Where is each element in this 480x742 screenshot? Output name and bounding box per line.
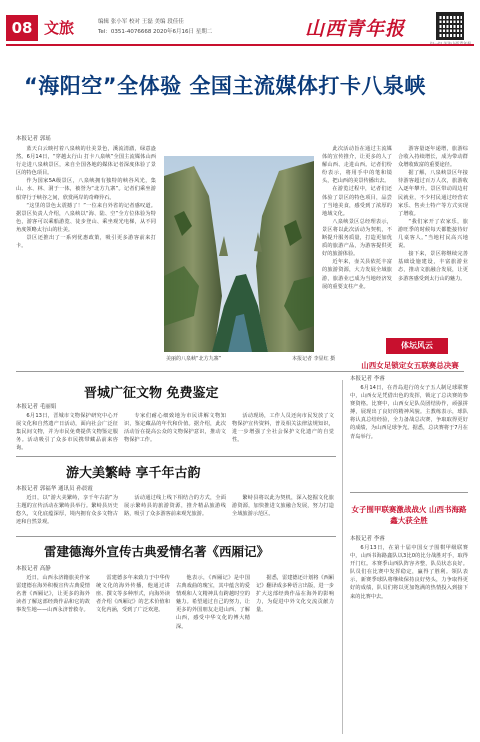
article-paragraph: 专家们耐心细致地为市民讲解文物知识，鉴定藏品的年代和价值。据介绍，此次活动旨在提高公众的文物保护意识，推动文物保护工作。 xyxy=(124,413,226,444)
article-column xyxy=(124,494,226,534)
edition-info: 编辑 张小军 校对 王磊 美编 段佳佳 xyxy=(98,19,184,25)
sidebar-article-soccer xyxy=(350,384,468,488)
section-title: 文旅 xyxy=(44,19,75,37)
article-paragraph: 繁峙县将以此为契机，深入挖掘文化旅游资源，加快推进文旅融合发展，努力打造全域旅游示范区。 xyxy=(232,495,334,518)
article-title-jincheng: 晋城广征文物 免费鉴定 xyxy=(84,386,219,401)
lead-photo xyxy=(164,156,314,352)
lead-paragraph: 近年来，壶关县依托丰富的旅游资源，大力发展全域旅游，旅游业已成为当地经济发展的重要支柱产业。 xyxy=(322,259,392,290)
sidebar-byline-go: 本报记者 李睿 xyxy=(350,536,385,542)
sidebar-paragraph: 6月14日，在青岛进行的女子五人制足球联赛中，山西女足凭借出色的发挥，锁定了总决赛的参赛资格。比赛中，山西女足队员团结协作，顽强拼搏，展现出了良好的精神风貌。主教练表示，球队将认真总结经验，全力备战总决赛，争取取得更好的成绩，为山西足球争光。据悉，总决赛将于7月在青岛举行。 xyxy=(350,385,468,440)
section-divider xyxy=(16,536,336,537)
sidebar-title-go: 女子围甲联赛激战战火 山西书海路鑫大获全胜 xyxy=(351,505,467,525)
lead-column-1 xyxy=(16,145,156,353)
canyon-photo-illustration xyxy=(164,156,314,352)
article-column xyxy=(16,574,90,734)
lead-paragraph: 八泉峡景区总经理表示，景区将以此次活动为契机，不断提升服务质量，打造更加优质的旅游产品，为游客提供更好的旅游体验。 xyxy=(322,218,392,258)
lead-headline: “海阳空”全体验 全国主流媒体打卡八泉峡 xyxy=(24,74,426,98)
lead-paragraph: 在游览过程中，记者们还体验了景区的特色项目，品尝了当地美食，感受到了浓厚的地域文化。 xyxy=(322,186,392,217)
lead-paragraph: 接下来，景区将继续完善基础设施建设，丰富旅游业态，推动文旅融合发展，让更多游客感受到太行山的魅力。 xyxy=(398,251,468,282)
article-paragraph: 6月13日，晋城市文物保护研究中心开展文化和自然遗产日活动，面向社会广泛征集民间文物，并为市民免费提供文物鉴定服务。活动吸引了众多市民携带藏品前来咨询。 xyxy=(16,413,118,452)
masthead xyxy=(0,0,480,44)
lead-paragraph: 作为国家5A级景区，八泉峡拥有独特的峡谷风光，集山、水、林、洞于一体，被誉为“北方九寨”。记者们乘坐游船穿行于峡谷之间，欣赏两岸的奇峰异石。 xyxy=(16,178,156,201)
sidebar-article-go xyxy=(350,544,468,734)
lead-paragraph: “我们家开了农家乐，旅游旺季的时候每天都能接待好几桌客人。”当地村民高兴地说。 xyxy=(398,218,468,250)
newspaper-logo: 山西青年报 xyxy=(305,18,406,40)
article-column xyxy=(124,412,226,454)
article-paragraph: 据悉，雷建德还计划将《西厢记》翻译成多种语言出版，进一步扩大这部经典作品在海外的影响力，为促进中外文化交流贡献力量。 xyxy=(256,575,334,614)
article-title-xixiangji: 雷建德海外宣传古典爱情名著《西厢记》 xyxy=(44,544,270,559)
article-paragraph: 活动现场，工作人员还向市民发放了文物保护宣传资料，普及相关法律法规知识，进一步增强了全社会保护文化遗产的自觉性。 xyxy=(232,413,334,444)
article-paragraph: 雷建德多年来致力于中华传统文化的海外传播，他通过讲座、撰文等多种形式，向海外读者介绍《西厢记》的艺术价值和文化内涵，受到了广泛欢迎。 xyxy=(96,575,170,614)
article-byline-jincheng: 本报记者 毛丽娟 xyxy=(16,404,57,410)
contact-info: Tel：0351-4076668 2020年6月16日 星期二 xyxy=(98,29,213,35)
article-paragraph: 活动通过线上线下相结合的方式，全面展示繁峙县的旅游资源，推介精品旅游线路，吸引了众多游客前来观光旅游。 xyxy=(124,495,226,518)
article-title-fanshi: 游大美繁峙 享千年古韵 xyxy=(66,466,201,481)
article-column xyxy=(256,574,334,734)
page-number: 08 xyxy=(6,15,38,41)
sidebar-divider-h xyxy=(350,492,468,493)
article-paragraph: 近日，以“游大美繁峙，享千年古韵”为主题的宣传活动在繁峙县举行。繁峙县历史悠久，文化底蕴深厚，境内拥有众多文物古迹和自然景观。 xyxy=(16,495,118,526)
article-byline-xixiangji: 本报记者 高静 xyxy=(16,566,51,572)
lead-column-3 xyxy=(322,145,392,340)
lead-column-4 xyxy=(398,145,468,340)
sidebar-byline-soccer: 本报记者 李睿 xyxy=(350,376,385,382)
lead-paragraph: 据了解，八泉峡景区年接待游客超过百万人次，旅游收入逐年攀升。景区带动周边村民就业，不少村民通过经营农家乐、售卖土特产等方式实现了增收。 xyxy=(398,170,468,217)
sidebar-section-tag: 体坛风云 xyxy=(386,338,448,354)
section-divider xyxy=(16,371,464,372)
lead-byline: 本报记者 郭瑶 xyxy=(16,136,51,142)
article-column xyxy=(176,574,250,734)
masthead-divider xyxy=(6,44,474,46)
qr-code-icon xyxy=(436,12,464,40)
article-paragraph: 他表示，《西厢记》是中国古典戏曲的瑰宝，其中蕴含的爱情观和人文精神具有跨越时空的魅力。希望通过自己的努力，让更多的外国朋友走进山西、了解山西，感受中华文化的博大精深。 xyxy=(176,575,250,630)
sidebar-divider xyxy=(342,380,343,734)
photo-credit: 本报记者 李显红 摄 xyxy=(292,356,336,362)
lead-paragraph: 景区还推出了一系列优惠政策，吸引更多游客前来打卡。 xyxy=(16,235,156,250)
section-divider xyxy=(16,456,336,457)
lead-paragraph: 游客量逐年递增，旅游综合收入持续增长，成为带动群众增收致富的重要途径。 xyxy=(398,146,468,169)
article-column xyxy=(16,494,118,534)
article-column xyxy=(96,574,170,734)
lead-paragraph: “这里的景色太震撼了！”一位来自外省的记者感叹道。据景区负责人介绍，八泉峡以“海、陆、空”全方位体验为特色，游客可以乘船游览、徒步登山、乘坐观光电梯，从不同角度领略太行山的壮美。 xyxy=(16,202,156,233)
article-column xyxy=(16,412,118,454)
lead-paragraph: 此次活动旨在通过主流媒体的宣传推介，让更多的人了解山西、走进山西。记者们纷纷表示，将用手中的笔和镜头，把山西的美景传播出去。 xyxy=(322,146,392,185)
photo-caption: 美丽的八泉峡“北方九寨” xyxy=(166,356,222,362)
sidebar-paragraph: 6月13日，在第十届中国女子围棋甲级联赛中，山西书海路鑫队以3比0的比分战胜对手，取得开门红。本赛季山西队阵容齐整，队员状态良好。队员们在比赛中发挥稳定，赢得了胜利。领队表示，新赛季球队将继续保持良好势头，力争取得更好的成绩，队员们将以更加饱满的热情投入到接下来的比赛中去。 xyxy=(350,545,468,600)
article-column xyxy=(232,494,334,534)
article-byline-fanshi: 本报记者 郭福华 通讯员 孙晨霞 xyxy=(16,486,93,492)
article-paragraph: 近日，山西永济籍旅美作家雷建德在海外积极宣传古典爱情名著《西厢记》，让更多的海外读者了解这部经典作品和它的故事发生地——山西永济普救寺。 xyxy=(16,575,90,614)
lead-paragraph: 蓝天白云映衬着八泉峡的壮美景色，溪流清澈，绿意盎然。6月14日，“穿越太行山 打卡八泉峡”全国主流媒体山西行走进八泉峡景区，来自全国各地的媒体记者深度体验了景区的特色项目。 xyxy=(16,146,156,177)
sidebar-title-soccer: 山西女足锁定女五联赛总决赛 xyxy=(361,361,459,370)
article-column xyxy=(232,412,334,454)
